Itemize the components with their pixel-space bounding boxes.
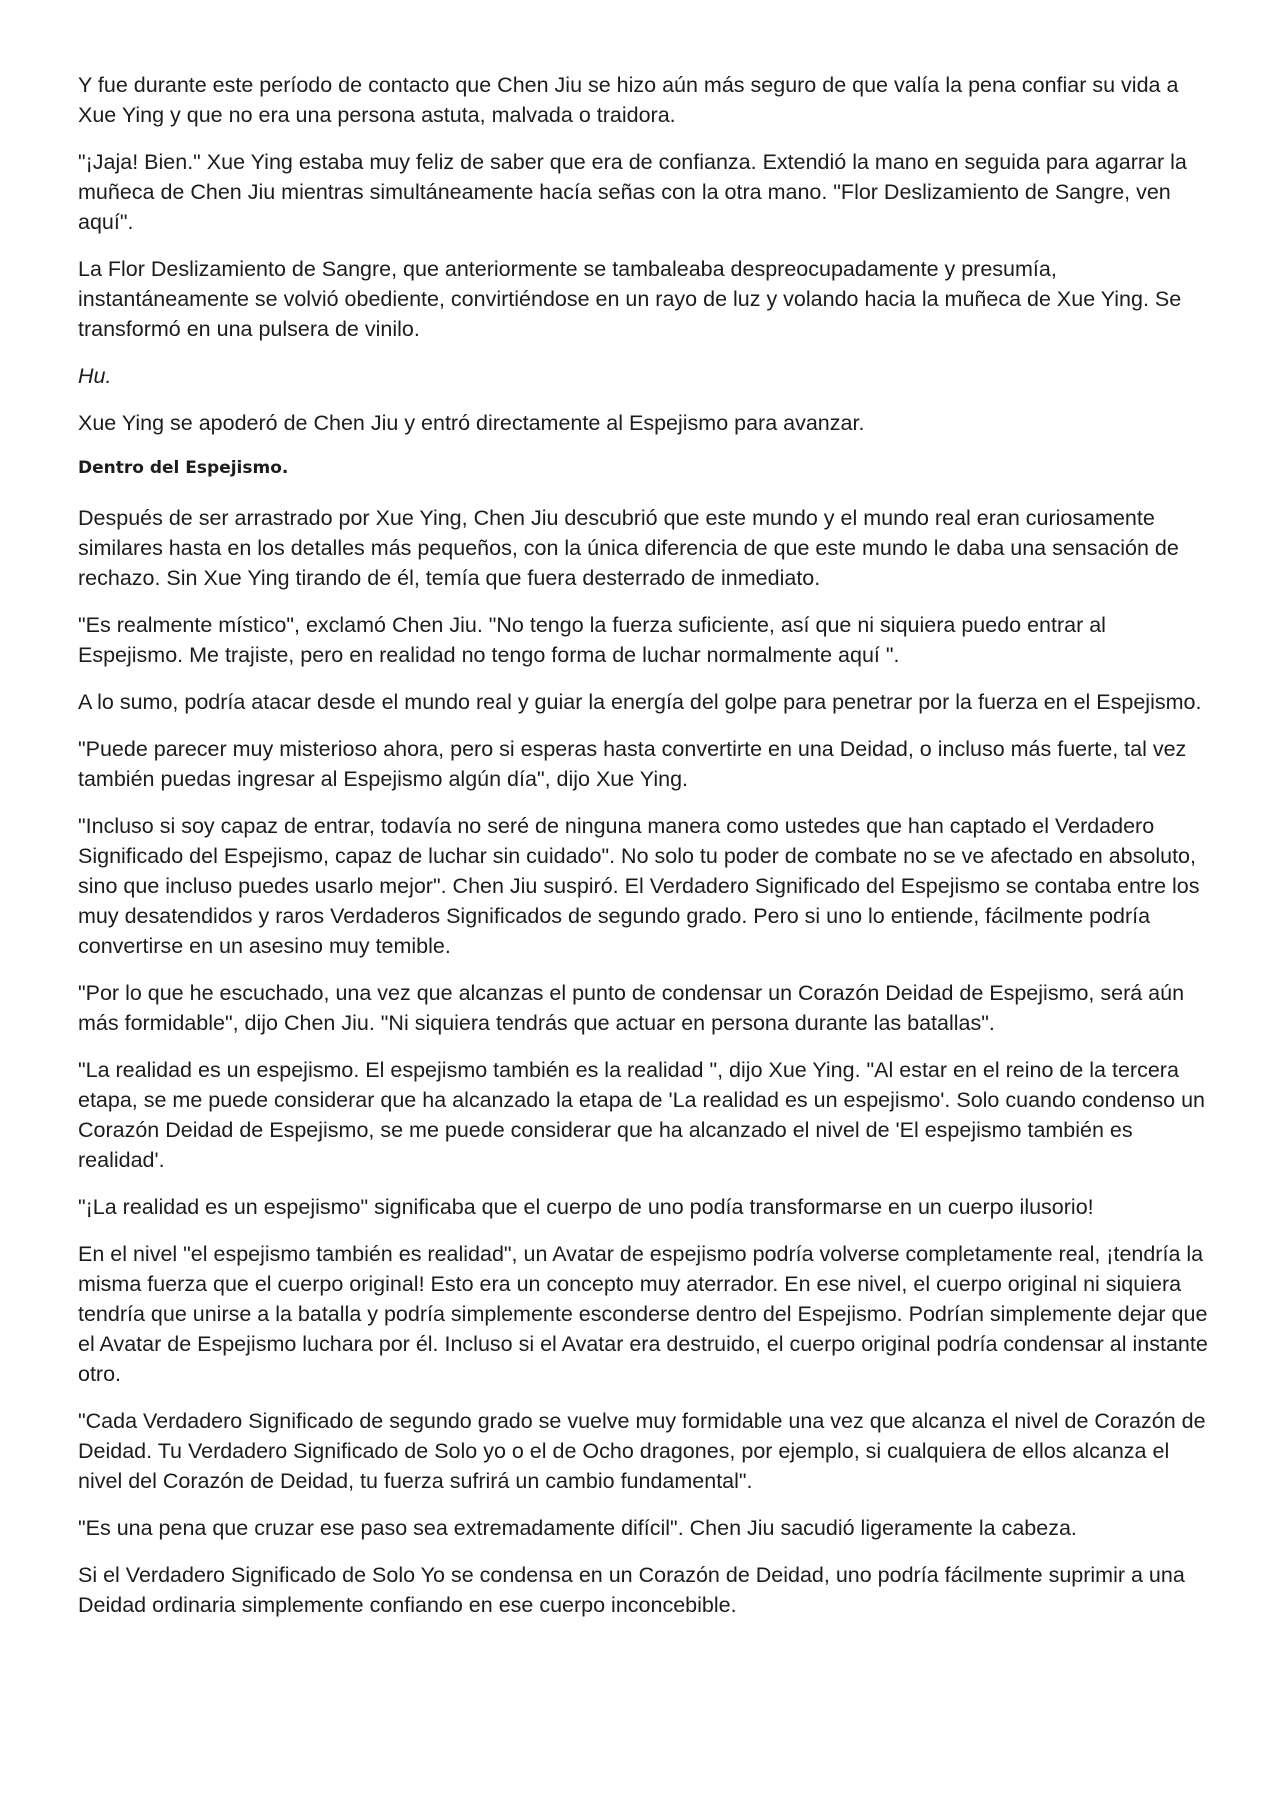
paragraph: Después de ser arrastrado por Xue Ying, Chen Jiu descubrió que este mundo y el mundo real eran curiosamente similares hasta en los detalles más pequeños, con la única diferencia de que este mundo le daba una sensación de rechazo. Sin Xue Ying tirando de él, temía que fuera desterrado de inmediato. [78,506,1179,590]
paragraph: "Cada Verdadero Significado de segundo grado se vuelve muy formidable una vez que alcanza el nivel de Corazón de Deidad. Tu Verdadero Significado de Solo yo o el de Ocho dragones, por ejemplo, si cualquiera de ellos alcanza el nivel del Corazón de Deidad, tu fuerza sufrirá un cambio fundamental". [78,1409,1206,1493]
paragraph: "Es realmente místico", exclamó Chen Jiu. "No tengo la fuerza suficiente, así que ni siquiera puedo entrar al Espejismo. Me trajiste, pero en realidad no tengo forma de luchar normalmente aquí ". [78,613,1106,667]
paragraph: "Puede parecer muy misterioso ahora, pero si esperas hasta convertirte en una Deidad, o incluso más fuerte, tal vez también puedas ingresar al Espejismo algún día", dijo Xue Ying. [78,737,1187,791]
paragraph: "Incluso si soy capaz de entrar, todavía no seré de ninguna manera como ustedes que han captado el Verdadero Significado del Espejismo, capaz de luchar sin cuidado". No solo tu poder de combate no se ve afectado en absoluto, sino que incluso puedes usarlo mejor". Chen Jiu suspiró. El Verdadero Significado del Espejismo se contaba entre los muy desatendidos y raros Verdaderos Significados de segundo grado. Pero si uno lo entiende, fácilmente podría convertirse en un asesino muy temible. [78,814,1200,958]
paragraph: En el nivel "el espejismo también es realidad", un Avatar de espejismo podría volverse completamente real, ¡tendría la misma fuerza que el cuerpo original! Esto era un concepto muy aterrador. En ese nivel, el cuerpo original ni siquiera tendría que unirse a la batalla y podría simplemente esconderse dentro del Espejismo. Podrían simplemente dejar que el Avatar de Espejismo luchara por él. Incluso si el Avatar era destruido, el cuerpo original podría condensar al instante otro. [78,1242,1208,1386]
paragraph: La Flor Deslizamiento de Sangre, que anteriormente se tambaleaba despreocupadamente y presumía, instantáneamente se volvió obediente, convirtiéndose en un rayo de luz y volando hacia la muñeca de Xue Ying. Se transformó en una pulsera de vinilo. [78,257,1182,341]
paragraph: "¡La realidad es un espejismo" significaba que el cuerpo de uno podía transformarse en un cuerpo ilusorio! [78,1195,1094,1219]
paragraph: "¡Jaja! Bien." Xue Ying estaba muy feliz de saber que era de confianza. Extendió la mano en seguida para agarrar la muñeca de Chen Jiu mientras simultáneamente hacía señas con la otra mano. "Flor Deslizamiento de Sangre, ven aquí". [78,150,1187,234]
document-page [78,70,1208,1637]
paragraph: Y fue durante este período de contacto que Chen Jiu se hizo aún más seguro de que valía la pena confiar su vida a Xue Ying y que no era una persona astuta, malvada o traidora. [78,73,1179,127]
scene-heading: Dentro del Espejismo. [78,458,289,478]
paragraph: "La realidad es un espejismo. El espejismo también es la realidad ", dijo Xue Ying. "Al estar en el reino de la tercera etapa, se me puede considerar que ha alcanzado la etapa de 'La realidad es un espejismo'. Solo cuando condenso un Corazón Deidad de Espejismo, se me puede considerar que ha alcanzado el nivel de 'El espejismo también es realidad'. [78,1058,1206,1172]
paragraph: Si el Verdadero Significado de Solo Yo se condensa en un Corazón de Deidad, uno podría fácilmente suprimir a una Deidad ordinaria simplemente confiando en ese cuerpo inconcebible. [78,1563,1185,1617]
paragraph: "Es una pena que cruzar ese paso sea extremadamente difícil". Chen Jiu sacudió ligeramente la cabeza. [78,1516,1077,1540]
interjection: Hu. [78,364,112,388]
paragraph: "Por lo que he escuchado, una vez que alcanzas el punto de condensar un Corazón Deidad de Espejismo, será aún más formidable", dijo Chen Jiu. "Ni siquiera tendrás que actuar en persona durante las batallas". [78,981,1185,1035]
paragraph: A lo sumo, podría atacar desde el mundo real y guiar la energía del golpe para penetrar por la fuerza en el Espejismo. [78,690,1202,714]
paragraph: Xue Ying se apoderó de Chen Jiu y entró directamente al Espejismo para avanzar. [78,411,865,435]
